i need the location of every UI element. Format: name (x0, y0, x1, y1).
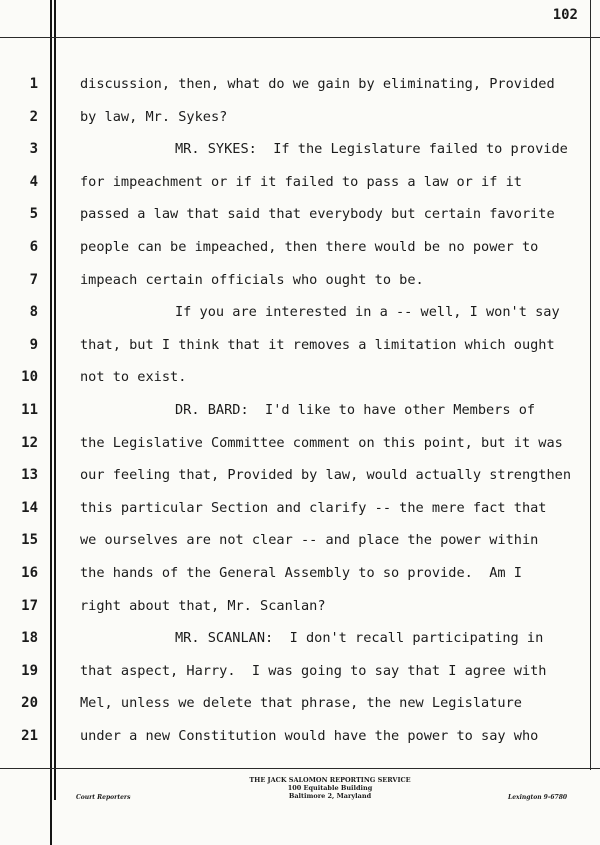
line-number: 4 (29, 173, 38, 190)
transcript-line: impeach certain officials who ought to be. (80, 271, 424, 288)
transcript-line: people can be impeached, then there would be no power to (80, 239, 539, 255)
line-number: 15 (21, 532, 38, 549)
bottom-rule (0, 768, 600, 769)
transcript-line: DR. BARD: I'd like to have other Members of (175, 402, 536, 418)
line-number: 10 (21, 369, 38, 386)
transcript-line: If you are interested in a -- well, I won't say (175, 304, 560, 321)
transcript-line: the Legislative Committee comment on this point, but it was (80, 434, 563, 451)
transcript-line: our feeling that, Provided by law, would actually strengthen (80, 467, 572, 484)
footer-left-label: Court Reporters (76, 794, 131, 801)
transcript-line: right about that, Mr. Scanlan? (80, 597, 326, 614)
footer-address-line2: Baltimore 2, Maryland (288, 792, 372, 800)
transcript-line: that, but I think that it removes a limitation which ought (80, 336, 555, 353)
line-number: 1 (29, 76, 38, 92)
line-number: 17 (21, 597, 38, 614)
transcript-line: not to exist. (80, 369, 187, 386)
transcript-line: MR. SCANLAN: I don't recall participating in (175, 630, 544, 647)
top-rule (0, 37, 600, 38)
footer-address-line1: 100 Equitable Building (287, 784, 373, 792)
footer-phone: Lexington 9-6780 (508, 794, 568, 801)
line-number: 16 (21, 565, 38, 581)
line-number: 18 (21, 630, 38, 647)
line-number: 21 (21, 728, 38, 744)
page-number: 102 (552, 7, 578, 23)
transcript-line: discussion, then, what do we gain by eliminating, Provided (80, 76, 555, 92)
transcript-line: MR. SYKES: If the Legislature failed to provide (175, 141, 568, 158)
line-number: 9 (29, 336, 38, 353)
left-margin-rule (50, 0, 52, 845)
footer-company: THE JACK SALOMON REPORTING SERVICE (249, 776, 411, 784)
line-number: 5 (29, 206, 38, 223)
line-number: 12 (21, 434, 38, 451)
transcript-line: under a new Constitution would have the power to say who (80, 728, 539, 744)
transcript-line: we ourselves are not clear -- and place the power within (80, 532, 539, 549)
line-number: 11 (21, 402, 38, 418)
line-number: 3 (29, 141, 38, 158)
right-margin-rule (590, 0, 591, 770)
line-number: 14 (21, 499, 38, 516)
line-number: 6 (29, 239, 38, 255)
footer-reporting-service (200, 776, 460, 800)
line-number: 8 (29, 304, 38, 321)
left-margin-rule-inner (54, 0, 56, 800)
transcript-line: by law, Mr. Sykes? (80, 108, 228, 125)
transcript-line: for impeachment or if it failed to pass a law or if it (80, 173, 522, 190)
line-number: 7 (29, 271, 38, 288)
transcript-line: this particular Section and clarify -- the mere fact that (80, 499, 547, 516)
transcript-line: the hands of the General Assembly to so provide. Am I (80, 565, 522, 581)
transcript-line: that aspect, Harry. I was going to say that I agree with (80, 662, 547, 679)
line-number: 20 (21, 695, 38, 712)
line-number: 2 (29, 108, 38, 125)
line-number: 19 (21, 662, 38, 679)
transcript-line: passed a law that said that everybody but certain favorite (80, 206, 555, 223)
line-number: 13 (21, 467, 38, 484)
transcript-line: Mel, unless we delete that phrase, the new Legislature (80, 695, 522, 712)
